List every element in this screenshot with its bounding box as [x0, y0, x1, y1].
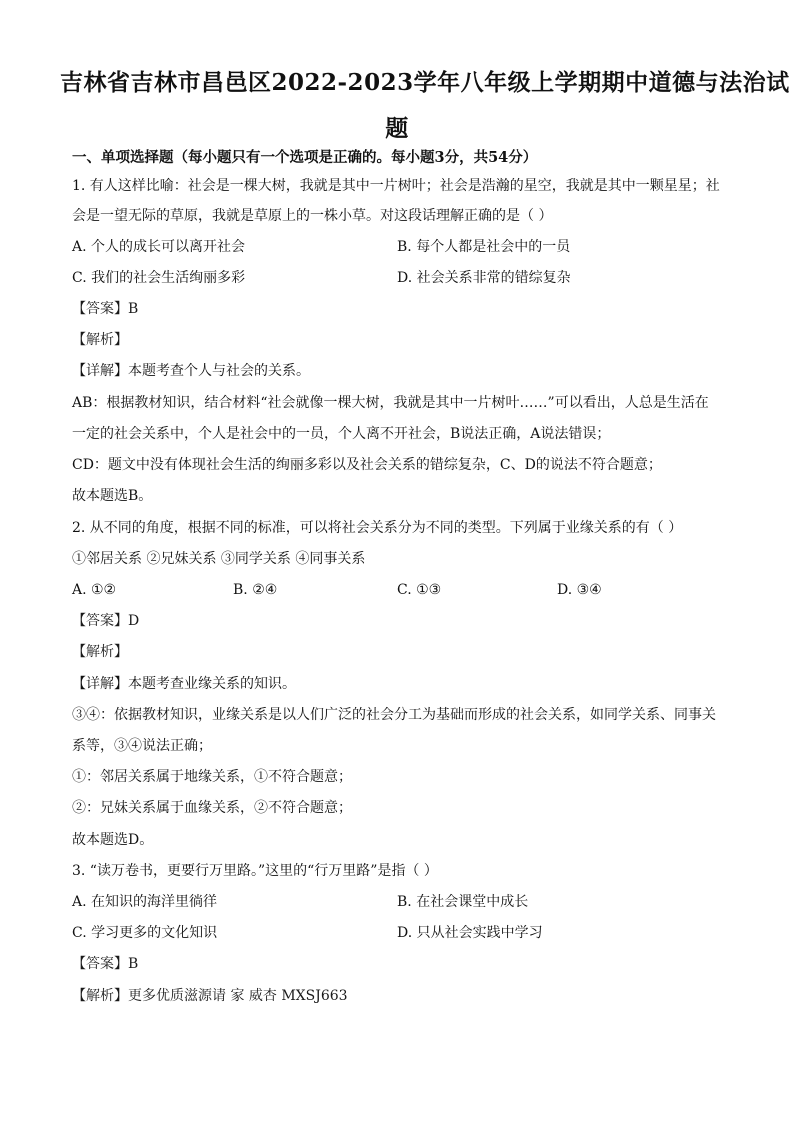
q1-option-d: D. 社会关系非常的错综复杂 [397, 270, 571, 286]
q3-option-a: A. 在知识的海洋里徜徉 [72, 894, 218, 910]
q2-option-b: B. ②④ [233, 582, 278, 598]
q3-option-b: B. 在社会课堂中成长 [397, 894, 529, 910]
q2-explanation-line2: 系等，③④说法正确； [72, 738, 212, 754]
q1-stem-line2: 会是一望无际的草原，我就是草原上的一株小草。对这段话理解正确的是（ ） [72, 208, 553, 224]
q2-detail: 【详解】本题考查业缘关系的知识。 [72, 676, 296, 692]
q2-items: ①邻居关系 ②兄妹关系 ③同学关系 ④同事关系 [72, 551, 366, 567]
document-title-line1: 吉林省吉林市昌邑区2022-2023学年八年级上学期期中道德与法治试 [60, 69, 790, 96]
q1-option-a: A. 个人的成长可以离开社会 [72, 239, 246, 255]
q2-explanation-line1: ③④：依据教材知识，业缘关系是以人们广泛的社会分工为基础而形成的社会关系，如同学关系、同事关 [72, 707, 716, 723]
q2-answer: 【答案】D [72, 613, 140, 629]
q3-stem: 3. “读万卷书，更要行万里路。”这里的“行万里路”是指（ ） [72, 863, 438, 879]
q3-analysis: 【解析】更多优质滋源请 家 威杏 MXSJ663 [72, 988, 348, 1004]
q2-analysis-label: 【解析】 [72, 644, 128, 660]
q1-answer: 【答案】B [72, 301, 139, 317]
document-title-line2: 题 [385, 115, 409, 142]
q1-conclusion: 故本题选B。 [72, 488, 153, 504]
q1-analysis-label: 【解析】 [72, 332, 128, 348]
q2-option-a: A. ①② [72, 582, 117, 598]
q2-conclusion: 故本题选D。 [72, 832, 154, 848]
section-heading: 一、单项选择题（每小题只有一个选项是正确的。每小题3分，共54分） [72, 149, 538, 166]
q2-option-d: D. ③④ [557, 582, 602, 598]
q2-explanation-2: ②：兄妹关系属于血缘关系，②不符合题意； [72, 800, 352, 816]
q1-stem-line1: 1. 有人这样比喻：社会是一棵大树，我就是其中一片树叶；社会是浩瀚的星空，我就是其中一颗星星；社 [72, 178, 720, 194]
q1-option-c: C. 我们的社会生活绚丽多彩 [72, 270, 246, 286]
q1-explanation-cd: CD：题文中没有体现社会生活的绚丽多彩以及社会关系的错综复杂，C、D的说法不符合题意； [72, 457, 662, 473]
q1-option-b: B. 每个人都是社会中的一员 [397, 239, 571, 255]
q2-option-c: C. ①③ [397, 582, 442, 598]
q2-explanation-1: ①：邻居关系属于地缘关系，①不符合题意； [72, 769, 352, 785]
q1-detail: 【详解】本题考查个人与社会的关系。 [72, 363, 310, 379]
q3-option-c: C. 学习更多的文化知识 [72, 925, 218, 941]
q3-option-d: D. 只从社会实践中学习 [397, 925, 543, 941]
q1-explanation-ab-line2: 一定的社会关系中，个人是社会中的一员，个人离不开社会，B说法正确，A说法错误； [72, 426, 611, 442]
q3-answer: 【答案】B [72, 956, 139, 972]
q2-stem: 2. 从不同的角度，根据不同的标准，可以将社会关系分为不同的类型。下列属于业缘关系的有（ ） [72, 520, 683, 536]
q1-explanation-ab-line1: AB：根据教材知识，结合材料“社会就像一棵大树，我就是其中一片树叶……”可以看出，人总是生活在 [72, 395, 709, 411]
